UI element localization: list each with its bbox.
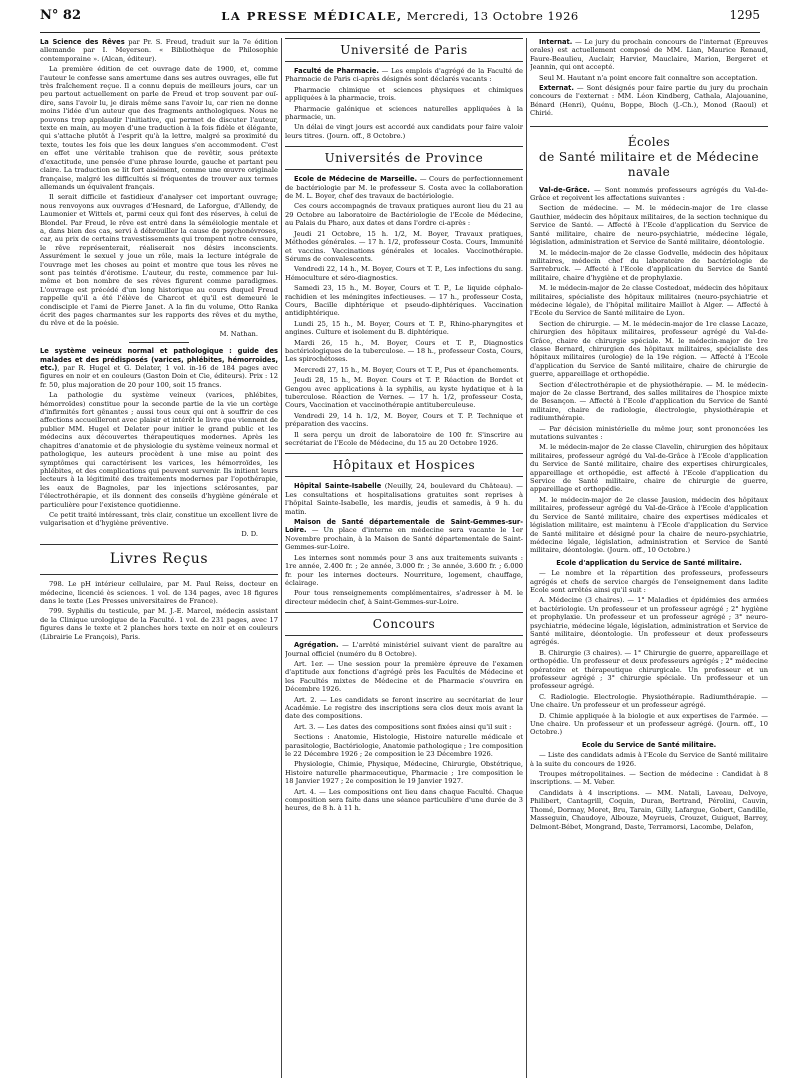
- item-text: M. le médecin-major de 2e classe Jausion, médecin des hôpitaux militaires, professeur agrégé du Val-de-Grâce à l'Ecole d'application du Service de Santé militaire, chaire des expertises médicales et législation militaire, est maintenu à l'Ecole d'application du Service de Santé militaire et désigné pour la chaire de neuro-psychiatrie, médecine légale, législation, administration et Service de Santé militaire, déontologie. (Journ. off., 10 Octobre.): [530, 495, 768, 555]
- masthead: [40, 9, 760, 23]
- book-entry: 799. Syphilis du testicule, par M. J.-E. Marcel, médecin assistant de la Clinique urologique de la Faculté. 1 vol. de 231 pages, avec 17 figures dans le texte et 2 planches hors texte en noir et en couleurs (Librairie Le François), Paris.: [40, 607, 278, 641]
- review-title: Le système veineux normal et pathologique : guide des malades et des prédisposés (varices, phlébites, hémorroïdes, etc.): [40, 347, 278, 373]
- review-veineux-heading: [40, 347, 278, 389]
- item-lead: Maison de Santé départementale de Saint-Gemmes-sur-Loire.: [285, 518, 523, 535]
- item-text: Art. 2. — Les candidats se feront inscrire au secrétariat de leur Académie. Le registre des inscriptions sera clos deux mois avant la date des compositions.: [285, 695, 523, 721]
- item-text: Seul M. Hautant n'a point encore fait connaître son acceptation.: [539, 73, 758, 82]
- item-text: Les internes sont nommés pour 3 ans aux traitements suivants : 1re année, 2.400 fr. ; 2e année, 3.000 fr. ; 3e année, 3.600 fr. ; 6.000 fr. pour les internes docteurs. Nourriture, logement, chauffage, éclairage.: [285, 553, 523, 587]
- review-paragraph: La pathologie du système veineux (varices, phlébites, hémorroïdes) constitue pour la seconde partie de la vie un cortège d'infirmités fort gênantes ; aussi tous ceux qui ont à souffrir de ces affections accueilleront avec plaisir et intérêt le livre que viennent de publier MM. Hugel et Delater pour initier le grand public et les médecins aux découvertes thérapeutiques modernes. Après les chapitres d'anatomie et de physiologie du système veineux normal et pathologique, les auteurs procèdent à une mise au point des symptômes qui caractérisent les varices, les hémorroïdes, les phlébites, et des complications qui peuvent survenir. Ils initient leurs lecteurs à la légitimité des traitements modernes par l'opothérapie, les eaux de Bagnoles, par les injections sclérosantes, par l'électrothérapie, et ils donnent des conseils d'hygiène générale et particulière pour l'existence quotidienne.: [40, 391, 278, 509]
- item-text: C. Radiologie. Electrologie. Physiothérapie. Radiumthérapie. — Une chaire. Un professeur et un professeur agrégé.: [530, 692, 768, 710]
- section-title-line: de Santé militaire et de Médecine navale: [539, 149, 759, 179]
- review-freud-heading: [40, 38, 278, 63]
- review-signature: D. D.: [241, 529, 258, 538]
- journal-name: LA PRESSE MÉDICALE,: [221, 9, 403, 23]
- review-title: La Science des Rêves: [40, 38, 125, 46]
- item-text: D. Chimie appliquée à la biologie et aux expertises de l'armée. — Une chaire. Un professeur et un professeur agrégé. (Journ. off., 10 Octobre.): [530, 711, 768, 737]
- item-text: — L'arrêté ministériel suivant vient de paraître au Journal officiel (numéro du 8 Octobre).: [285, 641, 523, 658]
- section-title-paris: Université de Paris: [285, 38, 523, 62]
- subsection-title: Ecole du Service de Santé militaire.: [581, 740, 717, 749]
- section-title-province: Universités de Province: [285, 146, 523, 170]
- column-divider: [526, 38, 527, 1078]
- item-text: Troupes métropolitaines. — Section de médecine : Candidat à 8 inscriptions. — M. Veber.: [530, 770, 768, 787]
- item-text: — Les emplois d'agrégé de la Faculté de Pharmacie de Paris ci-après désignés sont déclarés vacants :: [285, 67, 523, 84]
- divider: [129, 342, 189, 343]
- item-text: M. le médecin-major de 2e classe Godvelle, médecin des hôpitaux militaires, médecin chef du laboratoire de bactériologie de Sarrebruck. — Affecté à l'Ecole d'application du Service de Santé militaire, chaire d'hygiène et de prophylaxie.: [530, 248, 768, 282]
- item-lead: Ecole de Médecine de Marseille.: [294, 175, 418, 184]
- column-left: [40, 38, 278, 1078]
- item-lead: Agrégation.: [294, 641, 339, 650]
- item-text: Section de chirurgie. — M. le médecin-major de 1re classe Lacaze, chirurgien des hôpitaux militaires, professeur agrégé du Val-de-Grâce, chaire de chirurgie spéciale. M. le médecin-major de 1re classe Bernard, chirurgien des hôpitaux militaires, spécialiste des hôpitaux militaires (urologie) de la 19e région. — Affecté à l'Ecole d'application du Service de Santé militaire, chaire de chirurgie de guerre, appareillage et orthopédie.: [530, 319, 768, 379]
- column-middle: [285, 38, 523, 1078]
- book-entry: 798. Le pH intérieur cellulaire, par M. Paul Reiss, docteur en médecine, licencié ès sciences. 1 vol. de 134 pages, avec 18 figures dans le texte (Les Presses universitaires de France).: [40, 580, 278, 605]
- item-text: Section d'électrothérapie et de physiothérapie. — M. le médecin-major de 2e classe Bertrand, des salles militaires de l'hospice mixte de Besançon. — Affecté à l'Ecole d'application du Service de Santé militaire, chaire de radiologie, électrologie, physiothérapie et radiumthérapie.: [530, 380, 768, 423]
- column-right: [530, 38, 768, 1078]
- review-paragraph: Il serait difficile et fastidieux d'analyser cet important ouvrage; nous renvoyons aux ouvrages d'Hesnard, de Laforgue, d'Allendy, de Laumonier et Wittels et, parmi ceux qui font des réserves, à celui de Blondel. Par Freud, le rêve est entré dans la séméiologie mentale et a, dans bien des cas, servi à débrouiller la cause de psychonévroses, car, au prix de certains travestissements qui trompent notre censure, le rêve représenterait, réaliserait nos désirs inconscients. Assurément le sexuel y joue un rôle, mais la lecture intégrale de l'ouvrage met les choses au point et montre que tous les rêves ne sont pas teintés d'érotisme. L'auteur, du reste, commence par lui-même et bon nombre de ses rêves figurent comme paradigmes. L'ouvrage est précédé d'un long historique au cours duquel Freud rappelle qu'il a été l'élève de Charcot et qu'il est demeuré le condisciple et l'ami de Pierre Janet. A la fin du volume, Otto Ranka écrit des pages charmantes sur les rapports des rêves et du mythe, du rêve et de la poésie.: [40, 193, 278, 328]
- item-text: Art. 4. — Les compositions ont lieu dans chaque Faculté. Chaque composition sera faite dans une séance particulière d'une durée de 3 heures, de 8 h. à 11 h.: [285, 787, 523, 813]
- item-text: M. le médecin-major de 2e classe Clavelin, chirurgien des hôpitaux militaires, professeur agrégé du Val-de-Grâce à l'Ecole d'application du Service de Santé militaire, chaire des expertises chirurgicales, appareillage et orthopédie, est affecté à l'Ecole d'application du Service de Santé militaire, chaire de chirurgie de guerre, appareillage et orthopédie.: [530, 443, 768, 494]
- item-text: — Par décision ministérielle du même jour, sont prononcées les mutations suivantes :: [530, 424, 768, 442]
- item-text: — Sont nommés professeurs agrégés du Val-de-Grâce et reçoivent les affectations suivantes :: [530, 185, 768, 203]
- review-signature: M. Nathan.: [219, 329, 258, 338]
- item-text: (Neuilly, 24, boulevard du Château). — Les consultations et hospitalisations gratuites sont reprises à l'hôpital Sainte-Isabelle, les mardis, jeudis et samedis, à 9 h. du matin.: [285, 482, 523, 516]
- item-text: Il sera perçu un droit de laboratoire de 100 fr. S'inscrire au secrétariat de l'Ecole de Médecine, du 15 au 20 Octobre 1926.: [285, 430, 523, 448]
- item-text: — Cours de perfectionnement de bactériologie par M. le professeur S. Costa avec la collaboration de M. L. Boyer, chef des travaux de bactériologie.: [285, 175, 523, 201]
- item-text: Jeudi 21 Octobre, 15 h. 1/2, M. Boyer, Travaux pratiques, Méthodes générales. — 17 h. 1/2, professeur Costa. Cours, Immunité et vaccins. Vaccinations générales et locales. Vaccinothérapie. Sérums de convalescents.: [285, 229, 523, 263]
- section-title-livres: Livres Reçus: [40, 544, 278, 575]
- review-meta: par Pr. S. Freud, traduit sur la 7e édition allemande par I. Meyerson. « Bibliothèque de Philosophie contemporaine ». (Alcan, éditeur).: [40, 38, 278, 63]
- item-text: Pour tous renseignements complémentaires, s'adresser à M. le directeur médecin chef, à Saint-Gemmes-sur-Loire.: [285, 589, 523, 606]
- item-text: — Le nombre et la répartition des professeurs, professeurs agrégés et chefs de service chargés de l'enseignement dans ladite Ecole sont arrêtés ainsi qu'il suit :: [530, 569, 768, 594]
- section-title-ecoles: [530, 126, 768, 180]
- item-text: Vendredi 22, 14 h., M. Boyer, Cours et T. P., Les infections du sang. Hémoculture et séro-diagnostics.: [285, 265, 523, 282]
- item-text: M. le médecin-major de 2e classe Costedoat, médecin des hôpitaux militaires, spécialiste des hôpitaux militaires (neuro-psychiatrie et médecine légale), de l'hôpital militaire Maillot à Alger. — Affecté à l'Ecole du Service de Santé militaire de Lyon.: [530, 284, 768, 318]
- header-rule: [40, 32, 760, 33]
- section-title-hopitaux: Hôpitaux et Hospices: [285, 453, 523, 477]
- item-text: — Liste des candidats admis à l'Ecole du Service de Santé militaire à la suite du concours de 1926.: [530, 751, 768, 768]
- item-text: Pharmacie galénique et sciences naturelles appliquées à la pharmacie, un.: [285, 104, 523, 122]
- item-lead: Faculté de Pharmacie.: [294, 67, 379, 75]
- item-text: Vendredi 29, 14 h. 1/2, M. Boyer, Cours et T. P. Technique et préparation des vaccins.: [285, 411, 523, 429]
- item-text: Un délai de vingt jours est accordé aux candidats pour faire valoir leurs titres. (Journ. off., 8 Octobre.): [285, 123, 523, 140]
- item-lead: Internat.: [539, 38, 573, 46]
- item-text: Jeudi 28, 15 h., M. Boyer. Cours et T. P. Réaction de Bordet et Gengou avec applications à la syphilis, au kyste hydatique et à la tuberculose. Réaction de Vernes. — 17 h. 1/2, professeur Costa, Cours, Vaccination et vaccinothérapie antituberculeuse.: [285, 376, 523, 410]
- subsection-title: Ecole d'application du Service de Santé militaire.: [556, 558, 742, 567]
- item-text: Physiologie, Chimie, Physique, Médecine, Chirurgie, Obstétrique, Histoire naturelle pharmaceutique, Pharmacie ; 1re composition le 18 Janvier 1927 ; 2e composition le 19 Janvier 1927.: [285, 760, 523, 786]
- item-lead: Externat.: [539, 84, 574, 93]
- item-text: Samedi 23, 15 h., M. Boyer, Cours et T. P., Le liquide céphalo-rachidien et les méningites infectieuses. — 17 h., professeur Costa, Cours, Bacille diphtérique et pseudo-diphtériques. Vaccination antidiphtérique.: [285, 284, 523, 318]
- item-text: B. Chirurgie (3 chaires). — 1° Chirurgie de guerre, appareillage et orthopédie. Un professeur et deux professeurs agrégés ; 2° médecine opératoire et thérapeutique chirurgicale. Un professeur et un professeur agrégé ; 3° chirurgie spéciale. Un professeur et un professeur agrégé.: [530, 648, 768, 691]
- item-text: Art. 3. — Les dates des compositions sont fixées ainsi qu'il suit :: [294, 722, 512, 731]
- item-lead: Hôpital Sainte-Isabelle: [294, 482, 382, 491]
- item-text: Candidats à 4 inscriptions. — MM. Natali, Laveau, Delvoye, Philibert, Cantagrill, Coquin, Duran, Bertrand, Pérolini, Cauvin, Thomé, Dormay, Moret, Bru, Tarain, Gilly, Lafargue, Gobert, Candille, Masseguin, Chaudoye, Albouze, Meyrueis, Crouzet, Guiguet, Barrey, Delmont-Bébet, Mongrand, Daste, Terramorsi, Lacombe, Delafon,: [530, 788, 768, 831]
- item-text: — Sont désignés pour faire partie du jury du prochain concours de l'externat : MM. Léon Kindberg, Cathala, Alajouanine, Bénard (Henri), Quénu, Boppe, Bloch (J.-Ch.), Monod (Raoul) et Chirié.: [530, 84, 768, 118]
- item-text: Pharmacie chimique et sciences physiques et chimiques appliquées à la pharmacie, trois.: [285, 85, 523, 103]
- column-divider: [281, 38, 282, 1078]
- review-meta: , par R. Hugel et G. Delater, 1 vol. in-16 de 184 pages avec figures en noir et en couleurs (Gaston Doin et Cie, éditeurs). Prix : 12 fr. 50, plus majoration de 20 pour 100, soit 15 francs.: [40, 364, 278, 389]
- issue-date: Mercredi, 13 Octobre 1926: [406, 9, 579, 23]
- item-text: Sections : Anatomie, Histologie, Histoire naturelle médicale et parasitologie, Bactériologie, Anatomie pathologique ; 1re composition le 22 Décembre 1926 ; 2e composition le 23 Décembre 1926.: [285, 733, 523, 758]
- item-text: Ces cours accompagnés de travaux pratiques auront lieu du 21 au 29 Octobre au laboratoire de Bactériologie de l'Ecole de Médecine, au Palais du Pharo, aux dates et dans l'ordre ci-après :: [285, 202, 523, 228]
- section-title-concours: Concours: [285, 612, 523, 636]
- issue-number: N° 82: [40, 8, 81, 23]
- page-header: [40, 8, 760, 30]
- item-text: Mercredi 27, 15 h., M. Boyer, Cours et T. P., Pus et épanchements.: [294, 365, 519, 374]
- review-paragraph: La première édition de cet ouvrage date de 1900, et, comme l'auteur le confesse sans amertume dans ses autres ouvrages, elle fut très fraîchement reçue. Il a connu depuis de meilleurs jours, car un peu partout actuellement on parle de Freud et trop souvent par ouï-dire, sans l'avoir lu, je dirais même sans l'avoir lu, car rien ne donne moins l'idée d'un auteur que des fragments anthologiques. Nous ne pouvons trop applaudir l'initiative, qui permet de discuter l'auteur, texte en main, au moyen d'une traduction à la fois fidèle et élégante, qui s'attache plutôt à l'esprit qu'à la lettre, malgré sa proximité du texte, toutes les fois que les deux langues s'en accommodent. C'est en effet une véritable trahison que de revêtir, sous prétexte d'exactitude, une pensée d'une phrase lourde, gauche et partant peu claire. La traduction se lit fort aisément, comme une œuvre originale française, malgré les difficultés si fréquentes de trouver aux termes allemands un équivalent français.: [40, 65, 278, 191]
- item-text: Mardi 26, 15 h., M. Boyer, Cours et T. P., Diagnostics bactériologiques de la tuberculose. — 18 h., professeur Costa, Cours, Les spirochétoses.: [285, 338, 523, 364]
- review-paragraph: Ce petit traité intéressant, très clair, constitue un excellent livre de vulgarisation et d'hygiène préventive.: [40, 510, 278, 528]
- item-text: Lundi 25, 15 h., M. Boyer, Cours et T. P., Rhino-pharyngites et angines. Culture et isolement du B. diphtérique.: [285, 319, 523, 337]
- item-text: Art. 1er. — Une session pour la première épreuve de l'examen d'aptitude aux fonctions d'agrégé près les Facultés de Médecine et les Facultés mixtes de Médecine et de Pharmacie s'ouvrira en Décembre 1926.: [285, 659, 523, 694]
- section-title-line: Écoles: [627, 134, 671, 149]
- item-lead: Val-de-Grâce.: [539, 185, 590, 194]
- item-text: — Un place d'interne en médecine sera vacante le 1er Novembre prochain, à la Maison de Santé départementale de Saint-Gemmes-sur-Loire.: [285, 526, 523, 552]
- page-number: 1295: [729, 8, 760, 22]
- item-text: — Le jury du prochain concours de l'internat (Epreuves orales) est actuellement composé de MM. Lian, Maurice Renaud, Faure-Beaulieu, Auclair, Harvier, Mauclaire, Marion, Bergeret et Jeannin, qui ont accepté.: [530, 38, 768, 72]
- item-text: A. Médecine (3 chaires). — 1° Maladies et épidémies des armées et bactériologie. Un professeur et un professeur agrégé ; 2° hygiène et prophylaxie. Un professeur et un professeur agrégé ; 3° neuro-psychiatrie, médecine légale, législation, administration et Service de Santé militaire, déontologie. Un professeur et deux professeurs agrégés.: [530, 596, 768, 647]
- item-text: Section de médecine. — M. le médecin-major de 1re classe Gauthier, médecin des hôpitaux militaires, de la section technique du Service de Santé. — Affecté à l'Ecole d'application du Service de Santé militaire, chaire de neuro-psychiatrie, médecine légale, législation, administration et Service de Santé militaire, déontologie.: [530, 204, 768, 247]
